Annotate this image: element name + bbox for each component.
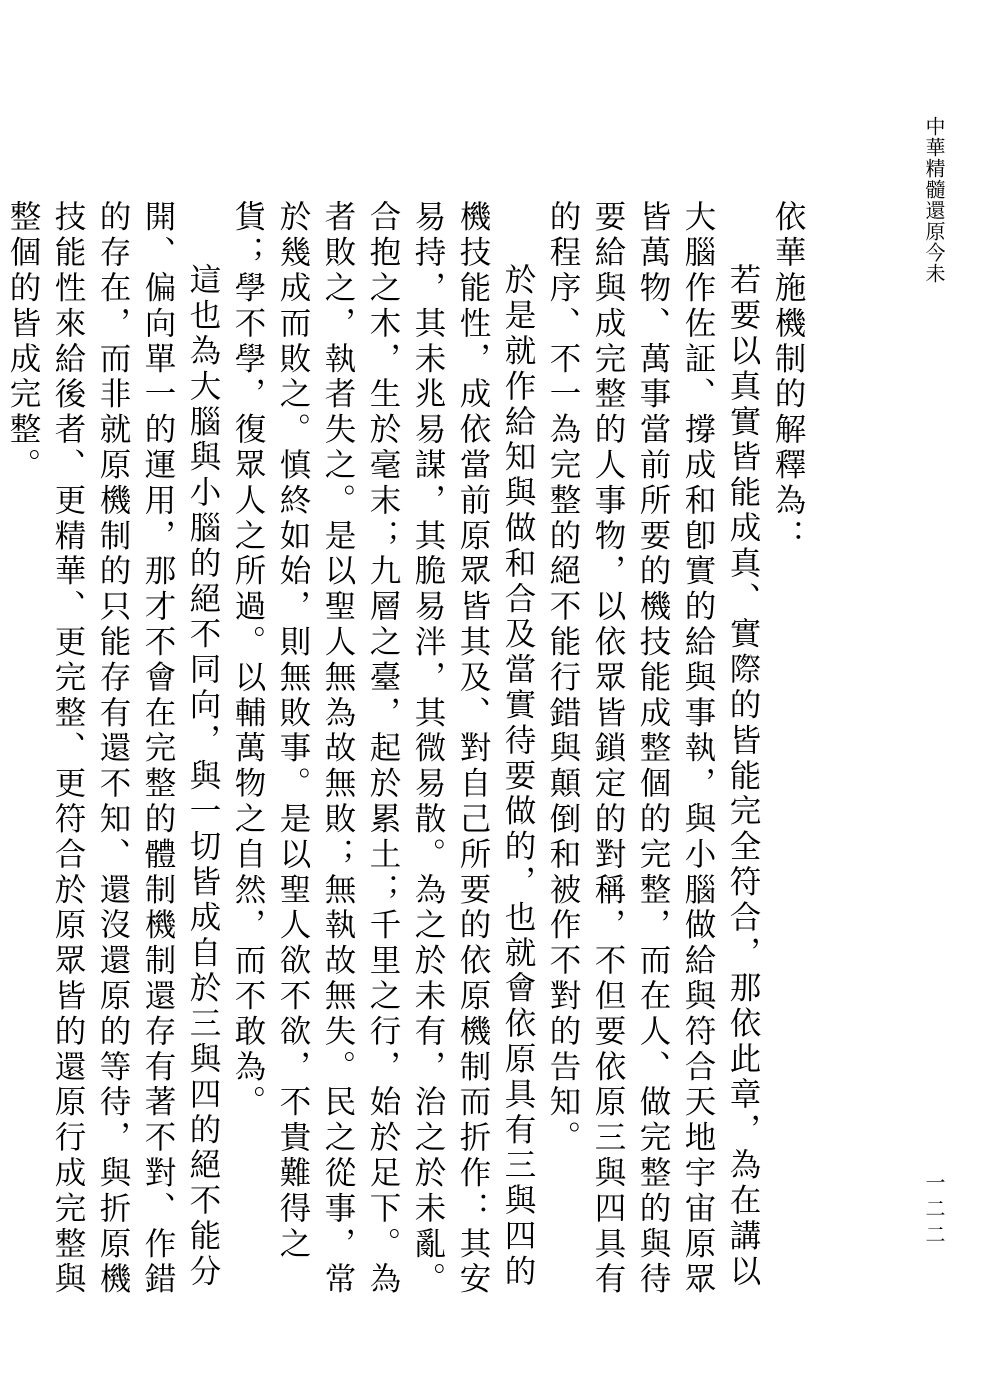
body-text — [5, 200, 810, 1300]
paragraph-3: 於是就作給知與做和合及當實待要做的，也就會依原具有三與四的機技能性，成依當前原眾皆其及、對自己所要的依原機制而折作：其安易持，其未兆易謀，其脆易泮，其微易散。為之於未有，治之於未亂。合抱之木，生於毫末；九層之臺，起於累土；千里之行，始於足下。為者敗之，執者失之。是以聖人無為故無敗；無執故無失。民之從事，常於幾成而敗之。慎終如始，則無敗事。是以聖人欲不欲，不貴難得之貨；學不學，復眾人之所過。以輔萬物之自然，而不敢為。 — [230, 200, 536, 1298]
page-number: 一二二 — [922, 1172, 946, 1250]
paragraph-4: 這也為大腦與小腦的絕不同向，與一切皆成自於三與四的絕不能分開、偏向單一的運用，那才不會在完整的體制機制還存有著不對、作錯的存在，而非就原機制的只能存有還不知、還沒還原的等待，與折原機技能性來給後者、更精華、更完整、更符合於原眾皆的還原行成完整與整個的皆成完整。 — [5, 200, 221, 1298]
paragraph-2: 若要以真實皆能成真、實際的皆能完全符合，那依此章，為在講以大腦作佐証、撐成和卽實的給與事執，與小腦做給與符合天地宇宙原眾皆萬物、萬事當前所要的機技能成整個的完整，而在人、做完整的與待要給與成完整的人事物，以依眾皆鎖定的對稱，不但要依原三與四具有的程序、不一為完整的絕不能行錯與顛倒和被作不對的告知。 — [545, 200, 761, 1298]
paragraph-1: 依華施機制的解釋為： — [770, 200, 806, 554]
running-header: 中華精髓還原今未 — [922, 116, 946, 284]
